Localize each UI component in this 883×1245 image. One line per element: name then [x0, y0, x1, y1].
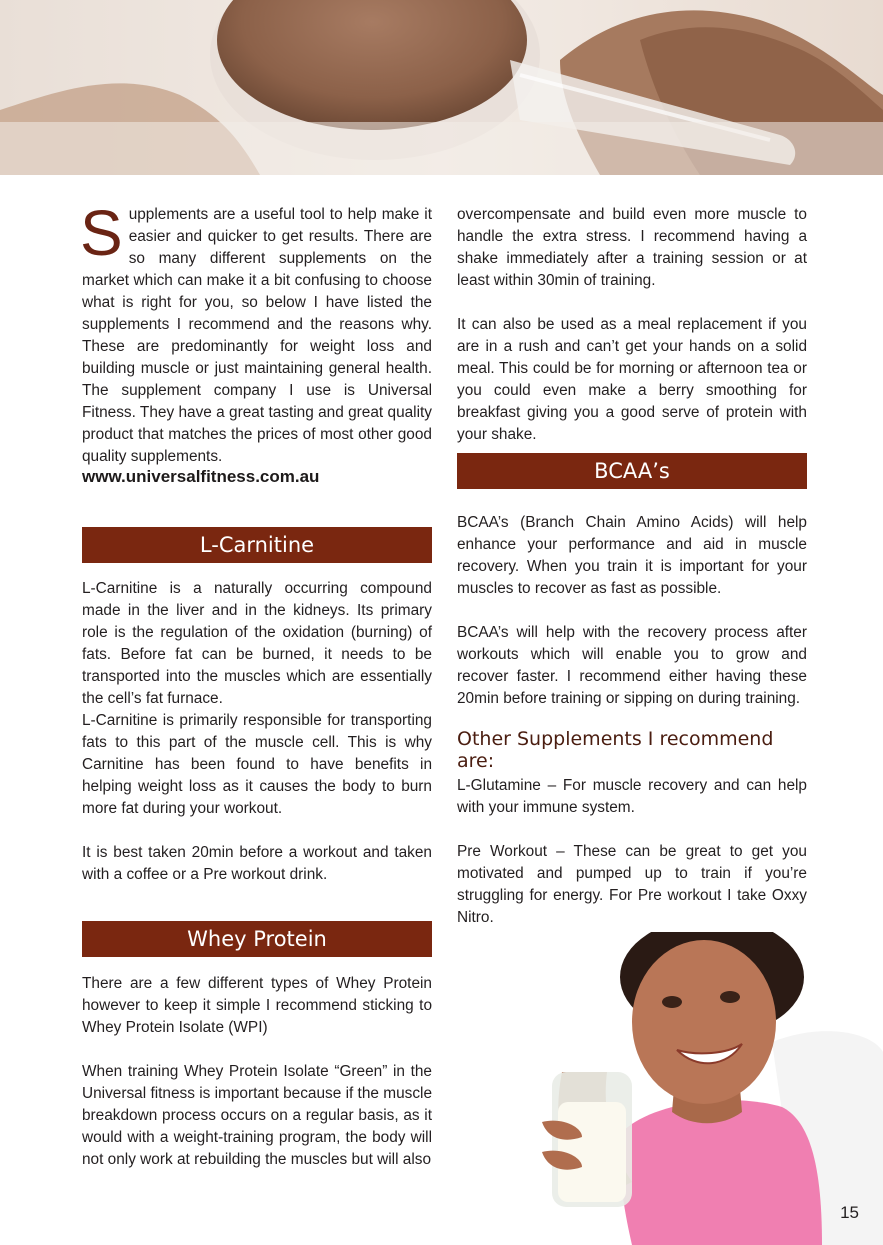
bcaa-heading: BCAA’s	[457, 453, 807, 489]
intro-block	[80, 197, 432, 468]
whey-continued-paragraph-2: It can also be used as a meal replacement if you are in a rush and can’t get your hands on a solid meal. This could be for morning or afternoon tea or you could even make a berry smoothing for breakfast giving you a good serve of protein with your shake.	[457, 316, 807, 443]
intro-paragraph: upplements are a useful tool to help make it easier and quicker to get results. There are so many different supplements on the market which can make it a bit confusing to choose what is right for you, so below I have listed the supplements I recommend and the reasons why. These are predominantly for weight loss and building muscle or just maintaining general health. The supplement company I use is Universal Fitness. They have a great tasting and great quality product that matches the prices of most other good quality supplements.	[82, 206, 432, 465]
other-supplements-heading: Other Supplements I recommend are:	[457, 728, 774, 772]
bcaa-section	[457, 512, 807, 710]
bcaa-paragraph-1: BCAA’s (Branch Chain Amino Acids) will help enhance your performance and aid in muscle recovery. When you train it is important for your muscles to recover as fast as possible.	[457, 514, 807, 597]
whey-protein-section	[82, 973, 432, 1171]
l-carnitine-paragraph-2: L-Carnitine is primarily responsible for transporting fats to this part of the muscle cell. This is why Carnitine has been found to have benefits in helping weight loss as it causes the body to burn more fat during your workout.	[82, 712, 432, 817]
l-carnitine-heading: L-Carnitine	[82, 527, 432, 563]
whey-protein-heading: Whey Protein	[82, 921, 432, 957]
l-carnitine-paragraph-1: L-Carnitine is a naturally occurring compound made in the liver and in the kidneys. Its primary role is the regulation of the oxidation (burning) of fats. Before fat can be burned, it needs to be transported into the muscles which are essentially the cell’s fat furnace.	[82, 580, 432, 707]
protein-powder-illustration	[0, 0, 883, 175]
woman-drinking-shake-illustration	[522, 932, 883, 1245]
woman-with-shake-photo	[522, 932, 883, 1245]
pre-workout-paragraph: Pre Workout – These can be great to get you motivated and pumped up to train if you’re struggling for energy. For Pre workout I take Oxxy Nitro.	[457, 843, 807, 926]
whey-continued-section	[457, 204, 807, 446]
l-glutamine-paragraph: L-Glutamine – For muscle recovery and can help with your immune system.	[457, 777, 807, 816]
other-supplements-section	[457, 775, 807, 929]
hero-protein-powder-image	[0, 0, 883, 175]
l-carnitine-paragraph-3: It is best taken 20min before a workout and taken with a coffee or a Pre workout drink.	[82, 844, 432, 883]
drop-cap: S	[80, 197, 123, 269]
universal-fitness-link[interactable]: www.universalfitness.com.au	[82, 467, 320, 486]
whey-paragraph-1: There are a few different types of Whey Protein however to keep it simple I recommend sticking to Whey Protein Isolate (WPI)	[82, 975, 432, 1036]
whey-continued-paragraph-1: overcompensate and build even more muscle to handle the extra stress. I recommend having a shake immediately after a training session or at least within 30min of training.	[457, 206, 807, 289]
bcaa-paragraph-2: BCAA’s will help with the recovery process after workouts which will enable you to grow and recover faster. I recommend either having these 20min before training or sipping on during training.	[457, 624, 807, 707]
page-number: 15	[840, 1203, 859, 1222]
l-carnitine-section	[82, 578, 432, 886]
whey-paragraph-2: When training Whey Protein Isolate “Green” in the Universal fitness is important because if the muscle breakdown process occurs on a regular basis, as it would with a weight-training program, the body will not only work at rebuilding the muscles but will also	[82, 1063, 432, 1168]
